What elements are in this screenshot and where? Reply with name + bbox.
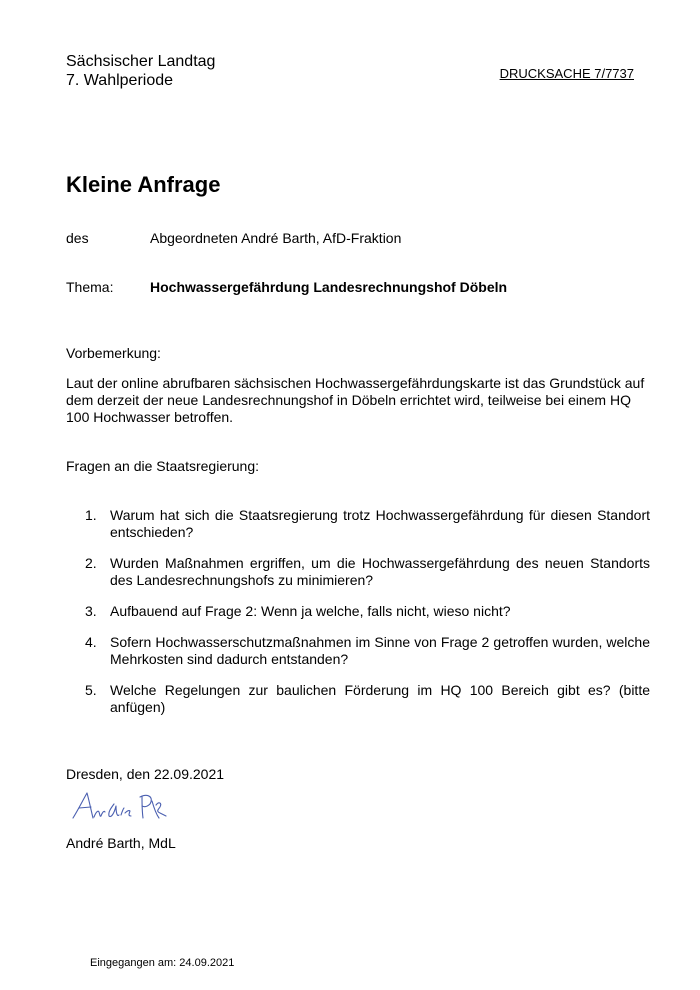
question-number: 2.	[85, 555, 97, 571]
place-date: Dresden, den 22.09.2021	[66, 766, 225, 782]
des-value: Abgeordneten André Barth, AfD-Fraktion	[150, 230, 402, 246]
received-date: Eingegangen am: 24.09.2021	[90, 957, 235, 969]
question-text: Welche Regelungen zur baulichen Förderung im HQ 100 Bereich gibt es? (bitte anfügen)	[110, 682, 650, 715]
thema-value: Hochwassergefährdung Landesrechnungshof Döbeln	[150, 279, 508, 295]
question-item	[85, 634, 650, 668]
document-title: Kleine Anfrage	[66, 172, 221, 197]
des-label: des	[66, 230, 89, 246]
vorbemerkung-heading: Vorbemerkung:	[66, 345, 161, 361]
question-item	[85, 555, 650, 589]
parliament-name: Sächsischer Landtag	[66, 53, 216, 70]
handwritten-signature	[70, 788, 170, 824]
legislative-period: 7. Wahlperiode	[66, 72, 174, 89]
question-item	[85, 603, 650, 620]
question-number: 4.	[85, 634, 97, 650]
question-text: Sofern Hochwasserschutzmaßnahmen im Sinne von Frage 2 getroffen wurden, welche Mehrkosten sind dadurch entstanden?	[110, 634, 650, 667]
fragen-heading: Fragen an die Staatsregierung:	[66, 458, 260, 474]
question-text: Warum hat sich die Staatsregierung trotz Hochwassergefährdung für diesen Standort entschieden?	[110, 507, 650, 540]
question-item	[85, 507, 650, 541]
question-list	[85, 507, 650, 730]
vorbemerkung-text: Laut der online abrufbaren sächsischen Hochwassergefährdungskarte ist das Grundstück auf dem derzeit der neue Landesrechnungshof in Döbeln errichtet wird, teilweise bei einem HQ 100 Hochwasser betroffen.	[66, 375, 645, 425]
thema-label: Thema:	[66, 279, 114, 295]
question-item	[85, 682, 650, 716]
question-number: 1.	[85, 507, 97, 523]
question-text: Wurden Maßnahmen ergriffen, um die Hochwassergefährdung des neuen Standorts des Landesrechnungshofs zu minimieren?	[110, 555, 650, 588]
signer-name: André Barth, MdL	[66, 835, 176, 851]
question-text: Aufbauend auf Frage 2: Wenn ja welche, falls nicht, wieso nicht?	[110, 603, 511, 619]
drucksache-number: DRUCKSACHE 7/7737	[499, 66, 634, 81]
question-number: 5.	[85, 682, 97, 698]
question-number: 3.	[85, 603, 97, 619]
